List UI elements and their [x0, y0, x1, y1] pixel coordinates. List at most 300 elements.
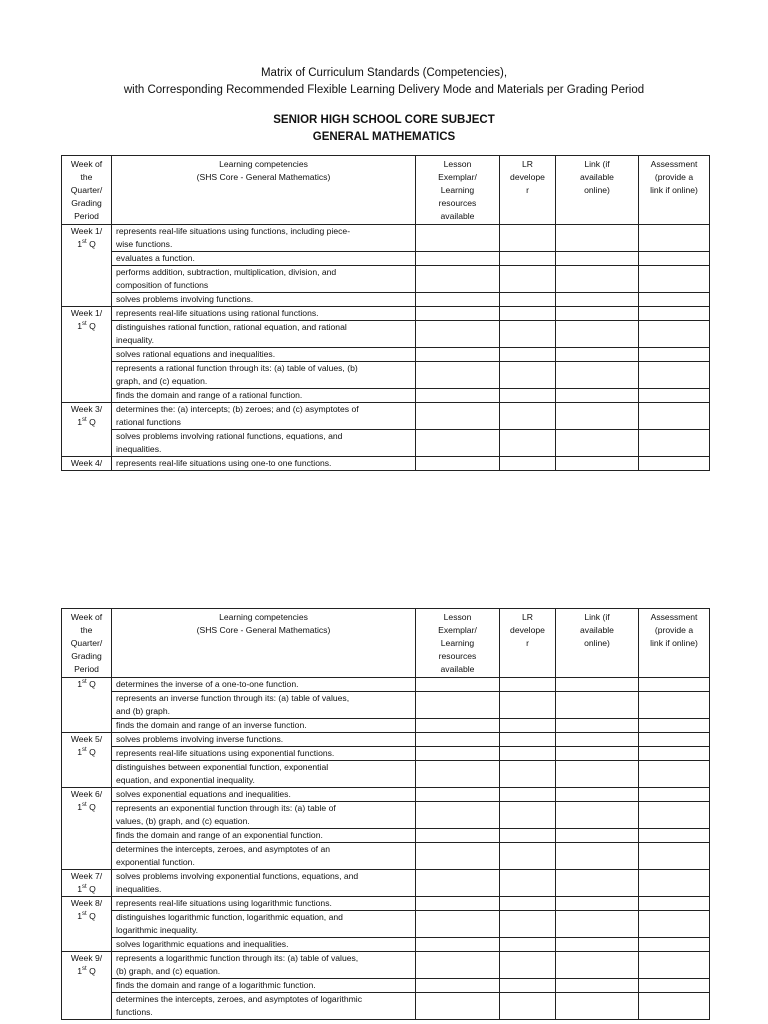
competency-text: and (b) graph. [116, 706, 170, 716]
competency-text: determines the intercepts, zeroes, and asymptotes of an [116, 844, 331, 854]
link-cell [556, 307, 639, 321]
link-cell [556, 389, 639, 403]
competency-row [62, 430, 710, 457]
header-text: available [580, 625, 614, 635]
competency-text: distinguishes between exponential function, exponential [116, 762, 329, 772]
quarter-ordinal: st [82, 747, 87, 754]
competency-cell [112, 829, 416, 843]
header-text: (SHS Core - General Mathematics) [196, 172, 331, 182]
lesson-exemplar-cell [416, 457, 500, 471]
assessment-cell [639, 403, 710, 430]
quarter-number: 1 [77, 417, 83, 427]
competency-text: represents real-life situations using rational functions. [116, 308, 319, 318]
quarter-ordinal: st [82, 884, 87, 891]
competency-cell [112, 979, 416, 993]
competency-row [62, 747, 710, 761]
header-text: the [80, 625, 93, 635]
competency-row [62, 307, 710, 321]
quarter-number: 1 [77, 321, 83, 331]
link-cell [556, 348, 639, 362]
header-text: Learning [440, 185, 475, 195]
lesson-exemplar-cell [416, 993, 500, 1020]
header-text: available [440, 664, 475, 674]
competency-text: represents real-life situations using functions, including piece- [116, 226, 351, 236]
competency-cell [112, 457, 416, 471]
header-line-2: with Corresponding Recommended Flexible Learning Delivery Mode and Materials per Grading Period [123, 84, 645, 96]
header-text: (provide a [654, 172, 694, 182]
competency-cell [112, 348, 416, 362]
competency-cell [112, 788, 416, 802]
competency-text: inequalities. [116, 884, 162, 894]
assessment-cell [639, 802, 710, 829]
competency-row [62, 348, 710, 362]
header-text: Learning [440, 638, 475, 648]
competency-row [62, 266, 710, 293]
link-cell [556, 719, 639, 733]
competency-text: determines the: (a) intercepts; (b) zeroes; and (c) asymptotes of [116, 404, 359, 414]
competency-text: logarithmic inequality. [116, 925, 198, 935]
lesson-exemplar-cell [416, 719, 500, 733]
assessment-cell [639, 761, 710, 788]
lesson-exemplar-cell [416, 843, 500, 870]
assessment-cell [639, 788, 710, 802]
lesson-exemplar-cell [416, 870, 500, 897]
quarter-label: Q [86, 911, 96, 921]
link-cell [556, 362, 639, 389]
subject-line-1: SENIOR HIGH SCHOOL CORE SUBJECT [273, 114, 495, 126]
competency-text: finds the domain and range of an inverse function. [116, 720, 307, 730]
header-text: link if online) [650, 185, 698, 195]
header-text: Quarter/ [70, 185, 103, 195]
week-label: Week 1/ [70, 308, 103, 318]
link-cell [556, 870, 639, 897]
competency-cell [112, 678, 416, 692]
competency-cell [112, 293, 416, 307]
competency-cell [112, 843, 416, 870]
lesson-exemplar-cell [416, 225, 500, 252]
quarter-ordinal: st [82, 802, 87, 809]
assessment-cell [639, 321, 710, 348]
header-text: (SHS Core - General Mathematics) [196, 625, 331, 635]
week-cell [62, 403, 112, 457]
week-column-header [62, 156, 112, 225]
assessment-cell [639, 979, 710, 993]
competency-cell [112, 692, 416, 719]
quarter-ordinal: st [82, 911, 87, 918]
competency-text: represents a logarithmic function through its: (a) table of values, [116, 953, 359, 963]
header-text: LR [522, 612, 533, 622]
link-cell [556, 403, 639, 430]
quarter-label: Q [86, 417, 96, 427]
lesson-exemplar-cell [416, 692, 500, 719]
header-row [62, 156, 710, 225]
header-text: Quarter/ [70, 638, 103, 648]
quarter-label: Q [86, 679, 96, 689]
lesson-exemplar-cell [416, 829, 500, 843]
lr-developer-cell [500, 252, 556, 266]
header-text: (provide a [654, 625, 694, 635]
assessment-column-header [639, 156, 710, 225]
competency-row [62, 225, 710, 252]
subject-header [0, 112, 768, 146]
competency-text: represents real-life situations using one-to one functions. [116, 458, 332, 468]
competency-row [62, 911, 710, 938]
link-cell [556, 225, 639, 252]
quarter-label: Q [86, 239, 96, 249]
competency-text: finds the domain and range of an exponential function. [116, 830, 323, 840]
lesson-exemplar-cell [416, 938, 500, 952]
competency-row [62, 843, 710, 870]
link-cell [556, 457, 639, 471]
lesson-exemplar-cell [416, 788, 500, 802]
lr-developer-cell [500, 938, 556, 952]
header-text: resources [438, 198, 477, 208]
competency-cell [112, 266, 416, 293]
lesson-exemplar-cell [416, 678, 500, 692]
assessment-cell [639, 843, 710, 870]
header-text: Assessment [650, 612, 698, 622]
competency-text: distinguishes rational function, rational equation, and rational [116, 322, 347, 332]
competency-row [62, 321, 710, 348]
competency-text: solves exponential equations and inequalities. [116, 789, 291, 799]
competency-cell [112, 897, 416, 911]
week-label: Week 3/ [70, 404, 103, 414]
quarter-label: Q [86, 747, 96, 757]
lesson-exemplar-cell [416, 362, 500, 389]
quarter-label: Q [86, 321, 96, 331]
link-cell [556, 430, 639, 457]
link-cell [556, 252, 639, 266]
assessment-cell [639, 692, 710, 719]
header-text: Exemplar/ [438, 625, 477, 635]
quarter-label: Q [86, 884, 96, 894]
assessment-cell [639, 252, 710, 266]
header-text: Week of [70, 612, 103, 622]
header-text: Period [74, 211, 99, 221]
header-text: Assessment [650, 159, 698, 169]
competency-row [62, 719, 710, 733]
competency-row [62, 979, 710, 993]
assessment-cell [639, 430, 710, 457]
week-cell [62, 788, 112, 870]
competency-text: performs addition, subtraction, multiplication, division, and [116, 267, 337, 277]
week-cell [62, 225, 112, 307]
competency-cell [112, 321, 416, 348]
competency-cell [112, 430, 416, 457]
competency-text: solves rational equations and inequalities. [116, 349, 276, 359]
assessment-cell [639, 293, 710, 307]
header-text: link if online) [650, 638, 698, 648]
quarter-ordinal: st [82, 679, 87, 686]
competencies-column-header [112, 156, 416, 225]
lr-developer-cell [500, 348, 556, 362]
header-text: the [80, 172, 93, 182]
assessment-cell [639, 829, 710, 843]
competency-text: equation, and exponential inequality. [116, 775, 255, 785]
competency-text: wise functions. [116, 239, 173, 249]
competency-cell [112, 389, 416, 403]
lr-developer-cell [500, 719, 556, 733]
competency-cell [112, 719, 416, 733]
header-text: Lesson [443, 612, 472, 622]
quarter-ordinal: st [82, 966, 87, 973]
week-label: Week 6/ [70, 789, 103, 799]
link-cell [556, 293, 639, 307]
lr-developer-cell [500, 952, 556, 979]
quarter-label: Q [86, 966, 96, 976]
competency-text: graph, and (c) equation. [116, 376, 208, 386]
header-text: Learning competencies [219, 159, 308, 169]
lr-developer-cell [500, 761, 556, 788]
document-header [0, 65, 768, 99]
link-cell [556, 692, 639, 719]
quarter-number: 1 [77, 884, 83, 894]
header-text: Period [74, 664, 99, 674]
competency-text: solves problems involving exponential functions, equations, and [116, 871, 359, 881]
week-label: Week 1/ [70, 226, 103, 236]
header-text: available [440, 211, 475, 221]
week-label: Week 9/ [70, 953, 103, 963]
competency-text: functions. [116, 1007, 153, 1017]
header-row [62, 609, 710, 678]
competency-cell [112, 747, 416, 761]
competency-row [62, 897, 710, 911]
lr-developer-cell [500, 266, 556, 293]
link-cell [556, 761, 639, 788]
header-text: r [526, 638, 529, 648]
competency-text: determines the inverse of a one-to-one function. [116, 679, 299, 689]
competency-matrix-table-2 [61, 608, 710, 1020]
lesson-exemplar-cell [416, 252, 500, 266]
competency-text: (b) graph, and (c) equation. [116, 966, 221, 976]
quarter-number: 1 [77, 802, 83, 812]
assessment-cell [639, 911, 710, 938]
assessment-cell [639, 719, 710, 733]
competency-text: evaluates a function. [116, 253, 195, 263]
header-text: Link (if [584, 612, 610, 622]
competency-text: rational functions [116, 417, 181, 427]
competency-text: inequality. [116, 335, 155, 345]
lesson-exemplar-cell [416, 389, 500, 403]
link-cell [556, 829, 639, 843]
competency-cell [112, 761, 416, 788]
assessment-cell [639, 307, 710, 321]
header-text: available [580, 172, 614, 182]
competencies-column-header [112, 609, 416, 678]
link-cell [556, 938, 639, 952]
link-cell [556, 911, 639, 938]
header-text: Link (if [584, 159, 610, 169]
link-cell [556, 747, 639, 761]
competency-text: finds the domain and range of a logarithmic function. [116, 980, 316, 990]
assessment-cell [639, 457, 710, 471]
lr-developer-column-header [500, 156, 556, 225]
assessment-column-header [639, 609, 710, 678]
lr-developer-cell [500, 225, 556, 252]
week-label: Week 7/ [70, 871, 103, 881]
assessment-cell [639, 266, 710, 293]
subject-line-2: GENERAL MATHEMATICS [312, 131, 456, 143]
lesson-exemplar-cell [416, 747, 500, 761]
lesson-exemplar-column-header [416, 609, 500, 678]
week-cell [62, 952, 112, 1020]
link-cell [556, 802, 639, 829]
assessment-cell [639, 389, 710, 403]
week-cell [62, 897, 112, 952]
lr-developer-cell [500, 747, 556, 761]
competency-text: represents real-life situations using exponential functions. [116, 748, 335, 758]
header-text: online) [584, 638, 610, 648]
lr-developer-cell [500, 829, 556, 843]
lr-developer-cell [500, 403, 556, 430]
header-text: Exemplar/ [438, 172, 477, 182]
week-label: Week 4/ [70, 458, 103, 468]
competency-cell [112, 993, 416, 1020]
lesson-exemplar-cell [416, 403, 500, 430]
competency-cell [112, 362, 416, 389]
week-cell [62, 678, 112, 733]
assessment-cell [639, 993, 710, 1020]
lesson-exemplar-cell [416, 733, 500, 747]
link-cell [556, 788, 639, 802]
competency-text: exponential function. [116, 857, 195, 867]
competency-cell [112, 802, 416, 829]
competency-text: composition of functions [116, 280, 209, 290]
competency-row [62, 788, 710, 802]
competency-text: distinguishes logarithmic function, logarithmic equation, and [116, 912, 343, 922]
lr-developer-cell [500, 457, 556, 471]
lesson-exemplar-cell [416, 952, 500, 979]
competency-text: represents real-life situations using logarithmic functions. [116, 898, 332, 908]
link-cell [556, 733, 639, 747]
competency-text: solves problems involving inverse functions. [116, 734, 284, 744]
competency-row [62, 829, 710, 843]
link-cell [556, 897, 639, 911]
competency-row [62, 802, 710, 829]
lr-developer-cell [500, 843, 556, 870]
competency-text: solves problems involving functions. [116, 294, 254, 304]
week-cell [62, 307, 112, 403]
competency-text: finds the domain and range of a rational function. [116, 390, 303, 400]
competency-text: values, (b) graph, and (c) equation. [116, 816, 250, 826]
lr-developer-cell [500, 911, 556, 938]
lr-developer-cell [500, 870, 556, 897]
lesson-exemplar-cell [416, 321, 500, 348]
quarter-number: 1 [77, 679, 83, 689]
competency-row [62, 362, 710, 389]
header-text: Grading [71, 198, 102, 208]
assessment-cell [639, 348, 710, 362]
header-text: resources [438, 651, 477, 661]
competency-row [62, 252, 710, 266]
week-column-header [62, 609, 112, 678]
week-cell [62, 870, 112, 897]
quarter-number: 1 [77, 747, 83, 757]
lr-developer-cell [500, 321, 556, 348]
assessment-cell [639, 952, 710, 979]
lr-developer-cell [500, 362, 556, 389]
link-cell [556, 993, 639, 1020]
quarter-ordinal: st [82, 417, 87, 424]
link-cell [556, 266, 639, 293]
header-text: develope [510, 625, 545, 635]
competency-row [62, 761, 710, 788]
quarter-ordinal: st [82, 321, 87, 328]
lr-developer-cell [500, 293, 556, 307]
header-text: Grading [71, 651, 102, 661]
header-text: develope [510, 172, 545, 182]
competency-row [62, 938, 710, 952]
lesson-exemplar-cell [416, 430, 500, 457]
lr-developer-cell [500, 802, 556, 829]
competency-row [62, 733, 710, 747]
competency-text: inequalities. [116, 444, 162, 454]
week-label: Week 5/ [70, 734, 103, 744]
competency-row [62, 389, 710, 403]
competency-row [62, 293, 710, 307]
lesson-exemplar-cell [416, 979, 500, 993]
competency-row [62, 457, 710, 471]
quarter-number: 1 [77, 966, 83, 976]
lr-developer-cell [500, 678, 556, 692]
assessment-cell [639, 897, 710, 911]
lesson-exemplar-cell [416, 897, 500, 911]
lr-developer-cell [500, 692, 556, 719]
assessment-cell [639, 733, 710, 747]
competency-text: represents an exponential function through its: (a) table of [116, 803, 336, 813]
competency-text: determines the intercepts, zeroes, and asymptotes of logarithmic [116, 994, 362, 1004]
header-text: online) [584, 185, 610, 195]
link-column-header [556, 609, 639, 678]
competency-row [62, 870, 710, 897]
header-line-1: Matrix of Curriculum Standards (Competencies), [260, 67, 508, 79]
lr-developer-column-header [500, 609, 556, 678]
competency-matrix-table-1 [61, 155, 710, 471]
header-text: r [526, 185, 529, 195]
competency-cell [112, 952, 416, 979]
assessment-cell [639, 678, 710, 692]
competency-text: represents an inverse function through its: (a) table of values, [116, 693, 350, 703]
competency-row [62, 952, 710, 979]
lesson-exemplar-cell [416, 761, 500, 788]
lr-developer-cell [500, 979, 556, 993]
lesson-exemplar-cell [416, 307, 500, 321]
week-cell [62, 733, 112, 788]
competency-row [62, 692, 710, 719]
lr-developer-cell [500, 389, 556, 403]
competency-cell [112, 403, 416, 430]
link-cell [556, 321, 639, 348]
competency-text: represents a rational function through its: (a) table of values, (b) [116, 363, 358, 373]
competency-text: solves logarithmic equations and inequalities. [116, 939, 289, 949]
lr-developer-cell [500, 430, 556, 457]
competency-cell [112, 911, 416, 938]
competency-cell [112, 938, 416, 952]
header-text: Week of [70, 159, 103, 169]
link-column-header [556, 156, 639, 225]
header-text: Lesson [443, 159, 472, 169]
assessment-cell [639, 938, 710, 952]
competency-cell [112, 870, 416, 897]
assessment-cell [639, 747, 710, 761]
lesson-exemplar-cell [416, 348, 500, 362]
lesson-exemplar-cell [416, 802, 500, 829]
header-text: Learning competencies [219, 612, 308, 622]
assessment-cell [639, 870, 710, 897]
lesson-exemplar-cell [416, 911, 500, 938]
quarter-number: 1 [77, 911, 83, 921]
quarter-ordinal: st [82, 239, 87, 246]
